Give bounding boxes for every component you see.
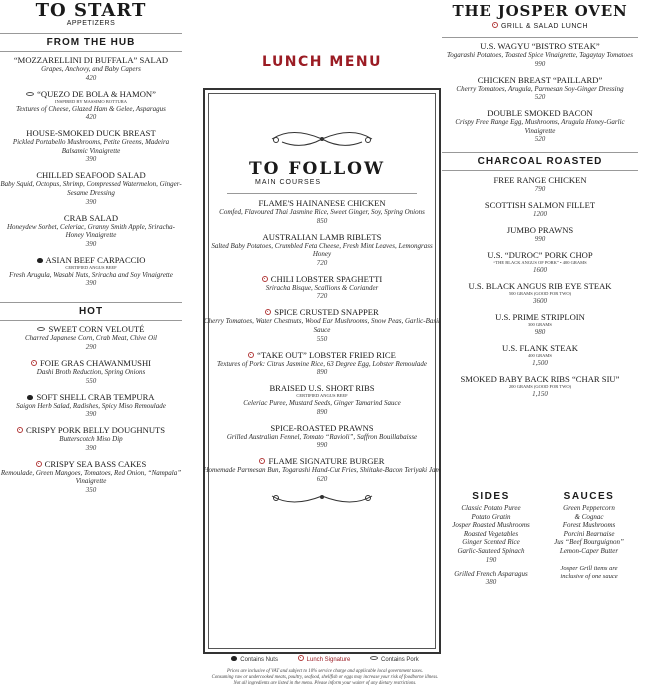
item-price: 550 bbox=[85, 376, 97, 385]
josper-oven-column bbox=[442, 0, 638, 399]
sauce-item: Jus “Beef Bourguignon” bbox=[554, 538, 624, 547]
item-desc: Butterscotch Miso Dip bbox=[59, 435, 123, 444]
item-desc: Remoulade, Green Mangoes, Tomatoes, Red Onion, “Nampala” Vinaigrette bbox=[0, 468, 182, 486]
sauce-item: Lemon-Caper Butter bbox=[559, 546, 619, 555]
divider bbox=[442, 170, 638, 171]
menu-item bbox=[203, 383, 441, 417]
item-name: U.S. FLANK STEAK bbox=[502, 343, 578, 354]
divider bbox=[442, 152, 638, 153]
item-price: 850 bbox=[316, 216, 328, 225]
item-price: 390 bbox=[85, 239, 97, 248]
legend-nuts: Contains Nuts bbox=[240, 657, 278, 663]
main-courses-column bbox=[203, 128, 441, 515]
sauces-block bbox=[540, 491, 638, 582]
lunch-signature-icon bbox=[17, 427, 23, 433]
item-name: CHILLED SEAFOOD SALAD bbox=[36, 170, 146, 181]
item-desc: Comfed, Flavoured Thai Jasmine Rice, Sweet Ginger, Soy, Spring Onions bbox=[219, 208, 425, 216]
item-name: “MOZZARELLINI DI BUFFALA” SALAD bbox=[13, 55, 169, 65]
menu-item bbox=[0, 128, 182, 164]
menu-item bbox=[0, 213, 182, 249]
item-price: 390 bbox=[85, 279, 97, 288]
item-name: U.S. “DUROC” PORK CHOP bbox=[487, 250, 593, 261]
nut-icon bbox=[27, 395, 33, 400]
ornament-bottom-icon bbox=[262, 490, 382, 510]
item-desc: Fresh Arugula, Wasabi Nuts, Sriracha and Soy Vinaigrette bbox=[9, 270, 173, 279]
item-name: CRISPY SEA BASS CAKES bbox=[44, 458, 147, 469]
item-price: 890 bbox=[316, 407, 328, 416]
item-price: 350 bbox=[85, 485, 97, 494]
charcoal-roasted-heading: CHARCOAL ROASTED bbox=[477, 156, 603, 168]
item-desc: Grapes, Anchovy, and Baby Capers bbox=[41, 65, 141, 73]
item-name: FLAME'S HAINANESE CHICKEN bbox=[258, 198, 386, 208]
sides-heading: SIDES bbox=[472, 491, 510, 502]
item-name: SWEET CORN VELOUTÉ bbox=[48, 324, 145, 335]
item-desc: Textures of Cheese, Glazed Ham & Gelee, Asparagus bbox=[16, 104, 166, 113]
item-desc: Pickled Portabello Mushrooms, Petite Greens, Madeira Balsamic Vinaigrette bbox=[12, 138, 170, 155]
fine-print bbox=[0, 669, 650, 687]
menu-item bbox=[203, 423, 441, 451]
lunch-signature-icon bbox=[492, 22, 498, 28]
sauces-note: Josper Grill items are inclusive of one sauce bbox=[560, 564, 618, 581]
item-name: FLAME SIGNATURE BURGER bbox=[268, 456, 385, 467]
item-name: DOUBLE SMOKED BACON bbox=[487, 108, 593, 119]
sauce-item: & Cognac bbox=[574, 512, 604, 521]
nut-icon bbox=[37, 258, 43, 263]
item-name: JUMBO PRAWNS bbox=[506, 225, 574, 236]
item-name: HOUSE-SMOKED DUCK BREAST bbox=[26, 128, 156, 139]
item-name: “QUEZO DE BOLA & HAMON” bbox=[37, 88, 156, 99]
item-name: U.S. BLACK ANGUS RIB EYE STEAK bbox=[468, 281, 612, 292]
item-price: 1600 bbox=[533, 266, 547, 275]
side-item: Ginger Scented Rice bbox=[462, 538, 520, 547]
item-name: ASIAN BEEF CARPACCIO bbox=[45, 254, 146, 265]
menu-item bbox=[0, 255, 182, 289]
item-price: 390 bbox=[85, 443, 97, 452]
item-price: 550 bbox=[316, 334, 328, 343]
menu-item bbox=[442, 200, 638, 219]
josper-oven-title: THE JOSPER OVEN bbox=[452, 2, 628, 20]
menu-item bbox=[0, 170, 182, 206]
menu-item bbox=[442, 75, 638, 103]
item-desc: Textures of Pork: Citrus Jasmine Rice, 63 Degree Egg, Lobster Remoulade bbox=[217, 359, 427, 368]
item-note: “THE BLACK ANGUS OF PORK” • 400 GRAMS bbox=[493, 260, 587, 266]
item-price: 1,150 bbox=[532, 390, 548, 399]
sauce-item: Green Peppercorn bbox=[563, 504, 615, 512]
item-price: 420 bbox=[85, 73, 97, 82]
item-desc: Cherry Tomatoes, Water Chestnuts, Wood Ear Mushrooms, Snow Peas, Garlic-Basil Sauce bbox=[203, 317, 440, 334]
lunch-signature-icon bbox=[298, 655, 304, 661]
pork-icon bbox=[37, 327, 45, 331]
pork-icon bbox=[26, 92, 34, 96]
item-desc: Sriracha Bisque, Scallions & Coriander bbox=[265, 283, 379, 292]
item-desc: Dashi Broth Reduction, Spring Onions bbox=[36, 367, 146, 376]
divider bbox=[442, 37, 638, 38]
side-item: Josper Roasted Mushrooms bbox=[452, 521, 530, 530]
item-name: SMOKED BABY BACK RIBS “CHAR SIU” bbox=[460, 374, 620, 385]
sauces-heading: SAUCES bbox=[563, 491, 615, 502]
item-price: 720 bbox=[316, 292, 328, 301]
item-price: 1,500 bbox=[532, 359, 548, 368]
side-item: Classic Potato Puree bbox=[461, 504, 521, 512]
side-item: Roasted Vegetables bbox=[463, 529, 519, 538]
menu-item bbox=[203, 350, 441, 378]
menu-item bbox=[442, 225, 638, 244]
item-price: 1200 bbox=[533, 210, 547, 219]
item-name: CRISPY PORK BELLY DOUGHNUTS bbox=[25, 425, 166, 436]
item-price: 890 bbox=[316, 368, 328, 377]
menu-item bbox=[442, 374, 638, 399]
side-price: 380 bbox=[485, 578, 497, 587]
grill-subtitle: GRILL & SALAD LUNCH bbox=[500, 23, 589, 30]
item-note: CERTIFIED ANGUS BEEF bbox=[296, 393, 348, 399]
divider bbox=[0, 320, 182, 321]
lunch-signature-icon bbox=[248, 352, 254, 358]
item-desc: Salted Baby Potatoes, Crumbled Feta Cheese, Fresh Mint Leaves, Lemongrass Honey bbox=[211, 241, 433, 259]
item-note: CERTIFIED ANGUS BEEF bbox=[65, 264, 117, 270]
appetizers-column bbox=[0, 0, 182, 495]
to-start-title: TO START bbox=[35, 0, 147, 21]
nut-icon bbox=[231, 656, 237, 661]
item-price: 390 bbox=[85, 197, 97, 206]
divider bbox=[0, 33, 182, 34]
item-name: AUSTRALIAN LAMB RIBLETS bbox=[262, 231, 382, 242]
lunch-signature-icon bbox=[31, 360, 37, 366]
menu-item bbox=[203, 274, 441, 302]
item-price: 980 bbox=[534, 328, 546, 337]
menu-item bbox=[442, 250, 638, 275]
lunch-signature-icon bbox=[262, 276, 268, 282]
item-name: U.S. PRIME STRIPLOIN bbox=[495, 312, 585, 323]
menu-item bbox=[442, 41, 638, 69]
main-courses-subtitle: MAIN COURSES bbox=[255, 179, 322, 186]
lunch-menu-title: LUNCH MENU bbox=[262, 54, 382, 70]
footer bbox=[0, 655, 650, 687]
fine-line: Not all ingredients are listed in the menu. Please inform your waiter of any dietary restrictions. bbox=[233, 681, 417, 686]
item-name: FOIE GRAS CHAWANMUSHI bbox=[39, 357, 152, 368]
item-price: 990 bbox=[316, 441, 328, 450]
item-price: 390 bbox=[85, 410, 97, 419]
item-desc: Charred Japanese Corn, Crab Meat, Chive Oil bbox=[25, 334, 157, 343]
menu-item bbox=[203, 232, 441, 268]
fine-line: Consuming raw or undercooked meats, poultry, seafood, shellfish or eggs may increase your risk of foodborne illness. bbox=[211, 675, 439, 680]
menu-item bbox=[0, 425, 182, 453]
menu-item bbox=[442, 312, 638, 337]
item-name: CHICKEN BREAST “PAILLARD” bbox=[477, 74, 603, 85]
menu-item bbox=[442, 343, 638, 368]
divider bbox=[0, 51, 182, 52]
item-note: 400 GRAMS bbox=[528, 353, 552, 359]
lunch-signature-icon bbox=[265, 309, 271, 315]
item-price: 390 bbox=[85, 155, 97, 164]
item-name: SOFT SHELL CRAB TEMPURA bbox=[36, 391, 155, 402]
item-desc: Celeriac Puree, Mustard Seeds, Ginger Tamarind Sauce bbox=[243, 399, 401, 408]
menu-item bbox=[0, 55, 182, 83]
sides-price: 190 bbox=[485, 555, 497, 564]
legend-pork: Contains Pork bbox=[381, 657, 419, 663]
divider bbox=[227, 193, 417, 194]
item-price: 420 bbox=[85, 113, 97, 122]
item-name: CHILI LOBSTER SPAGHETTI bbox=[270, 273, 383, 284]
appetizers-subtitle: APPETIZERS bbox=[66, 20, 116, 27]
item-name: FREE RANGE CHICKEN bbox=[493, 175, 587, 186]
item-price: 290 bbox=[85, 342, 97, 351]
item-desc: Saigon Herb Salad, Radishes, Spicy Miso Remoulade bbox=[16, 401, 166, 410]
to-follow-title: TO FOLLOW bbox=[249, 159, 386, 179]
menu-item bbox=[442, 175, 638, 194]
side-item: Potato Gratin bbox=[471, 512, 511, 521]
item-price: 3600 bbox=[533, 297, 547, 306]
lunch-signature-icon bbox=[259, 458, 265, 464]
ornament-top-icon bbox=[262, 128, 382, 150]
menu-item bbox=[442, 281, 638, 306]
side-item: Grilled French Asparagus bbox=[454, 569, 528, 578]
item-name: U.S. WAGYU “BISTRO STEAK” bbox=[480, 41, 600, 51]
item-desc: Homemade Parmesan Bun, Togarashi Hand-Cut Fries, Shiitake-Bacon Teriyaki Jam bbox=[203, 466, 441, 475]
menu-item bbox=[0, 324, 182, 352]
sides-block bbox=[442, 491, 540, 587]
item-price: 520 bbox=[534, 93, 546, 102]
sauce-item: Porcini Bearnaise bbox=[563, 529, 615, 538]
divider bbox=[0, 302, 182, 303]
legend-lunch-signature: Lunch Signature bbox=[306, 657, 351, 663]
menu-item bbox=[0, 459, 182, 495]
menu-item bbox=[203, 456, 441, 484]
item-price: 990 bbox=[534, 235, 546, 244]
legend bbox=[0, 655, 650, 663]
item-price: 790 bbox=[534, 185, 546, 194]
item-price: 520 bbox=[534, 135, 546, 144]
item-name: SCOTTISH SALMON FILLET bbox=[484, 200, 596, 211]
item-price: 620 bbox=[316, 474, 328, 483]
menu-item bbox=[0, 358, 182, 386]
menu-item bbox=[0, 89, 182, 123]
item-desc: Grilled Australian Fennel, Tomato “Ravioli”, Saffron Bouillabaisse bbox=[226, 432, 418, 441]
pork-icon bbox=[370, 656, 378, 660]
item-name: “TAKE OUT” LOBSTER FRIED RICE bbox=[257, 349, 396, 360]
item-note: 200 GRAMS (GOOD FOR TWO) bbox=[508, 384, 572, 390]
item-desc: Baby Squid, Octopus, Shrimp, Compressed Watermelon, Ginger-Sesame Dressing bbox=[0, 180, 182, 197]
menu-item bbox=[442, 108, 638, 144]
item-note: 500 GRAMS (GOOD FOR TWO) bbox=[508, 291, 572, 297]
sauce-item: Forest Mushrooms bbox=[562, 521, 616, 530]
from-the-hub-heading: FROM THE HUB bbox=[46, 37, 136, 48]
item-desc: Honeydew Sorbet, Celeriac, Granny Smith Apple, Sriracha-Honey Vinaigrette bbox=[6, 222, 176, 240]
item-price: 990 bbox=[534, 59, 546, 68]
menu-item bbox=[0, 392, 182, 420]
item-note: 300 GRAMS bbox=[528, 322, 552, 328]
item-note: INSPIRED BY MASSIMO BOTTURA bbox=[55, 98, 127, 104]
menu-item bbox=[203, 307, 441, 343]
item-price: 720 bbox=[316, 258, 328, 267]
side-item: Garlic-Sauteed Spinach bbox=[457, 546, 525, 555]
lunch-signature-icon bbox=[36, 461, 42, 467]
item-desc: Cherry Tomatoes, Arugula, Parmesan Soy-Ginger Dressing bbox=[456, 84, 624, 93]
item-desc: Togarashi Potatoes, Toasted Spice Vinaigrette, Tagaytay Tomatoes bbox=[446, 51, 634, 59]
hot-heading: HOT bbox=[78, 306, 104, 318]
fine-line: Prices are inclusive of VAT and subject to 10% service charge and applicable local government taxes. bbox=[227, 669, 423, 674]
menu-item bbox=[203, 198, 441, 226]
item-name: BRAISED U.S. SHORT RIBS bbox=[269, 383, 375, 394]
item-name: CRAB SALAD bbox=[63, 212, 119, 223]
item-name: SPICE CRUSTED SNAPPER bbox=[274, 307, 379, 318]
item-name: SPICE-ROASTED PRAWNS bbox=[270, 422, 374, 433]
item-desc: Crispy Free Range Egg, Mushrooms, Arugula Honey-Garlic Vinaigrette bbox=[455, 118, 625, 135]
